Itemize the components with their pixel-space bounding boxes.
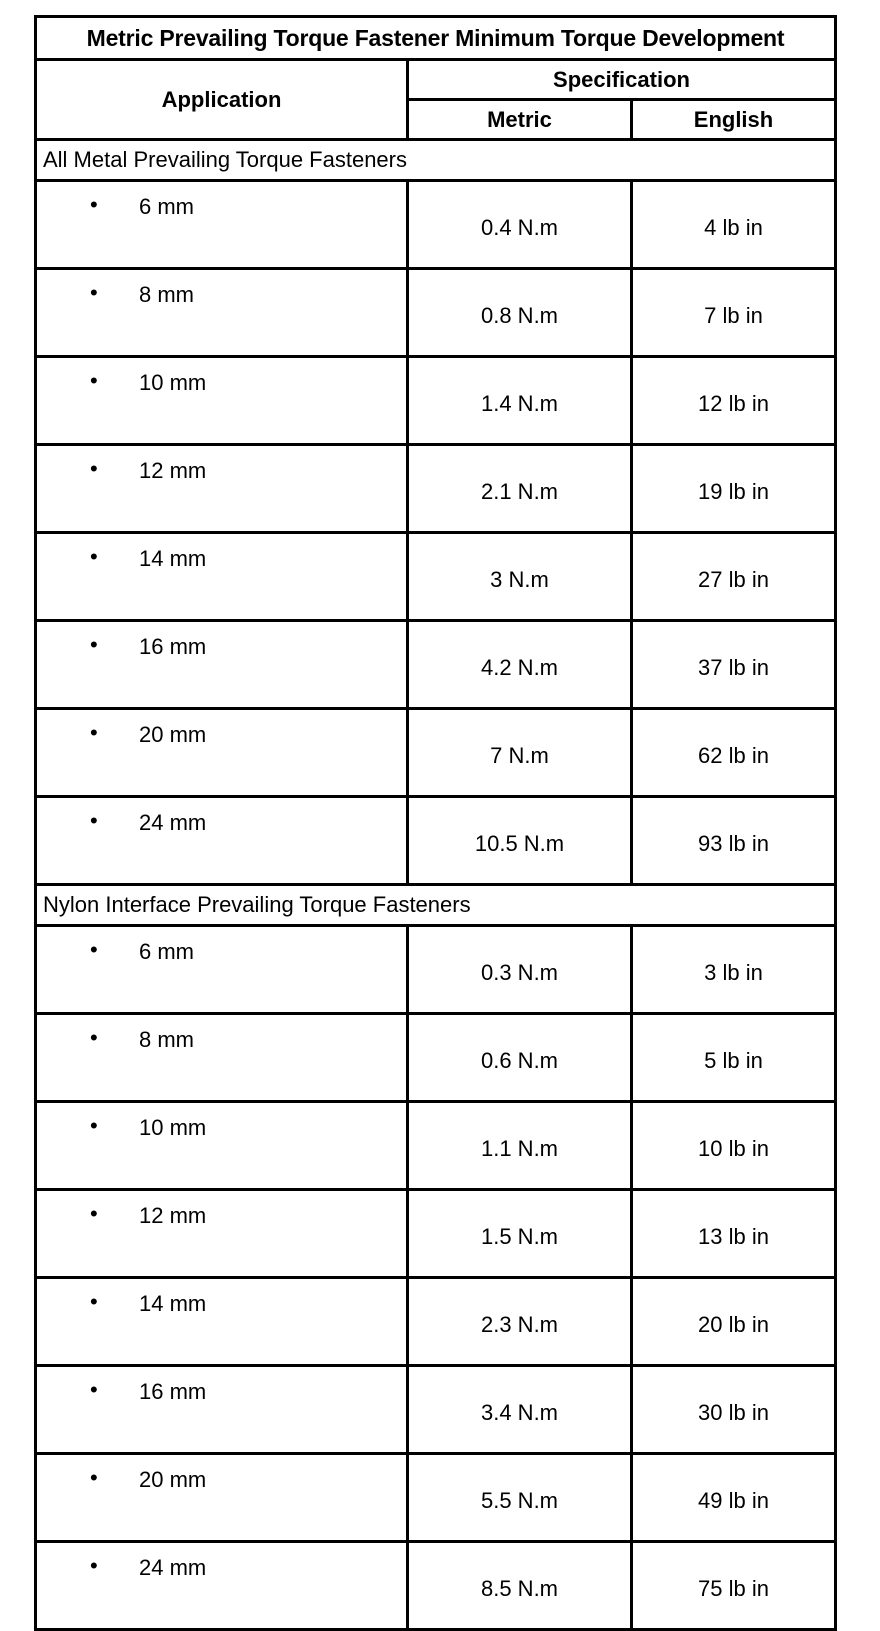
english-header: English (632, 100, 836, 140)
fastener-size: 14 mm (139, 546, 207, 571)
fastener-size: 24 mm (139, 1555, 207, 1580)
application-cell (36, 357, 408, 445)
bullet-icon: • (90, 1201, 98, 1226)
table-title: Metric Prevailing Torque Fastener Minimum Torque Development (36, 17, 836, 60)
metric-value: 3.4 N.m (408, 1366, 632, 1454)
table-row (36, 533, 836, 621)
application-cell (36, 926, 408, 1014)
torque-spec-table (34, 15, 837, 1631)
fastener-size: 20 mm (139, 1467, 207, 1492)
section-label: All Metal Prevailing Torque Fasteners (36, 140, 836, 181)
table-row (36, 709, 836, 797)
fastener-size: 20 mm (139, 722, 207, 747)
table-body (36, 140, 836, 1630)
table-row (36, 445, 836, 533)
section-row (36, 140, 836, 181)
table-row (36, 797, 836, 885)
bullet-icon: • (90, 1289, 98, 1314)
metric-value: 0.8 N.m (408, 269, 632, 357)
table-row (36, 357, 836, 445)
english-value: 10 lb in (632, 1102, 836, 1190)
application-cell (36, 709, 408, 797)
table-row (36, 926, 836, 1014)
fastener-size: 16 mm (139, 634, 207, 659)
table-row (36, 1542, 836, 1630)
fastener-size: 14 mm (139, 1291, 207, 1316)
metric-value: 2.1 N.m (408, 445, 632, 533)
fastener-size: 12 mm (139, 458, 207, 483)
fastener-size: 8 mm (139, 282, 194, 307)
bullet-icon: • (90, 808, 98, 833)
application-cell (36, 1366, 408, 1454)
section-label: Nylon Interface Prevailing Torque Fasteners (36, 885, 836, 926)
fastener-size: 6 mm (139, 194, 194, 219)
metric-value: 8.5 N.m (408, 1542, 632, 1630)
metric-value: 1.4 N.m (408, 357, 632, 445)
application-cell (36, 621, 408, 709)
table-row (36, 1190, 836, 1278)
english-value: 4 lb in (632, 181, 836, 269)
bullet-icon: • (90, 1113, 98, 1138)
fastener-size: 12 mm (139, 1203, 207, 1228)
bullet-icon: • (90, 632, 98, 657)
english-value: 37 lb in (632, 621, 836, 709)
bullet-icon: • (90, 1553, 98, 1578)
fastener-size: 10 mm (139, 1115, 207, 1140)
table-row (36, 1454, 836, 1542)
application-cell (36, 269, 408, 357)
table-row (36, 181, 836, 269)
application-cell (36, 1014, 408, 1102)
metric-value: 7 N.m (408, 709, 632, 797)
english-value: 30 lb in (632, 1366, 836, 1454)
fastener-size: 24 mm (139, 810, 207, 835)
application-cell (36, 1102, 408, 1190)
metric-value: 3 N.m (408, 533, 632, 621)
application-cell (36, 1278, 408, 1366)
fastener-size: 6 mm (139, 939, 194, 964)
application-cell (36, 1190, 408, 1278)
application-cell (36, 533, 408, 621)
application-cell (36, 797, 408, 885)
english-value: 49 lb in (632, 1454, 836, 1542)
english-value: 7 lb in (632, 269, 836, 357)
bullet-icon: • (90, 280, 98, 305)
bullet-icon: • (90, 368, 98, 393)
metric-value: 0.6 N.m (408, 1014, 632, 1102)
bullet-icon: • (90, 937, 98, 962)
metric-value: 5.5 N.m (408, 1454, 632, 1542)
english-value: 75 lb in (632, 1542, 836, 1630)
bullet-icon: • (90, 192, 98, 217)
english-value: 19 lb in (632, 445, 836, 533)
application-cell (36, 1454, 408, 1542)
metric-header: Metric (408, 100, 632, 140)
bullet-icon: • (90, 544, 98, 569)
bullet-icon: • (90, 1465, 98, 1490)
metric-value: 2.3 N.m (408, 1278, 632, 1366)
fastener-size: 16 mm (139, 1379, 207, 1404)
metric-value: 10.5 N.m (408, 797, 632, 885)
english-value: 12 lb in (632, 357, 836, 445)
english-value: 93 lb in (632, 797, 836, 885)
application-header: Application (36, 60, 408, 140)
metric-value: 1.5 N.m (408, 1190, 632, 1278)
table-row (36, 1366, 836, 1454)
section-row (36, 885, 836, 926)
bullet-icon: • (90, 456, 98, 481)
english-value: 3 lb in (632, 926, 836, 1014)
bullet-icon: • (90, 720, 98, 745)
metric-value: 0.4 N.m (408, 181, 632, 269)
english-value: 27 lb in (632, 533, 836, 621)
application-cell (36, 181, 408, 269)
application-cell (36, 445, 408, 533)
english-value: 13 lb in (632, 1190, 836, 1278)
fastener-size: 8 mm (139, 1027, 194, 1052)
table-row (36, 1014, 836, 1102)
application-cell (36, 1542, 408, 1630)
fastener-size: 10 mm (139, 370, 207, 395)
bullet-icon: • (90, 1025, 98, 1050)
english-value: 20 lb in (632, 1278, 836, 1366)
metric-value: 1.1 N.m (408, 1102, 632, 1190)
table-row (36, 269, 836, 357)
table-row (36, 621, 836, 709)
english-value: 62 lb in (632, 709, 836, 797)
bullet-icon: • (90, 1377, 98, 1402)
metric-value: 4.2 N.m (408, 621, 632, 709)
table-row (36, 1278, 836, 1366)
specification-header: Specification (408, 60, 836, 100)
table-row (36, 1102, 836, 1190)
english-value: 5 lb in (632, 1014, 836, 1102)
metric-value: 0.3 N.m (408, 926, 632, 1014)
